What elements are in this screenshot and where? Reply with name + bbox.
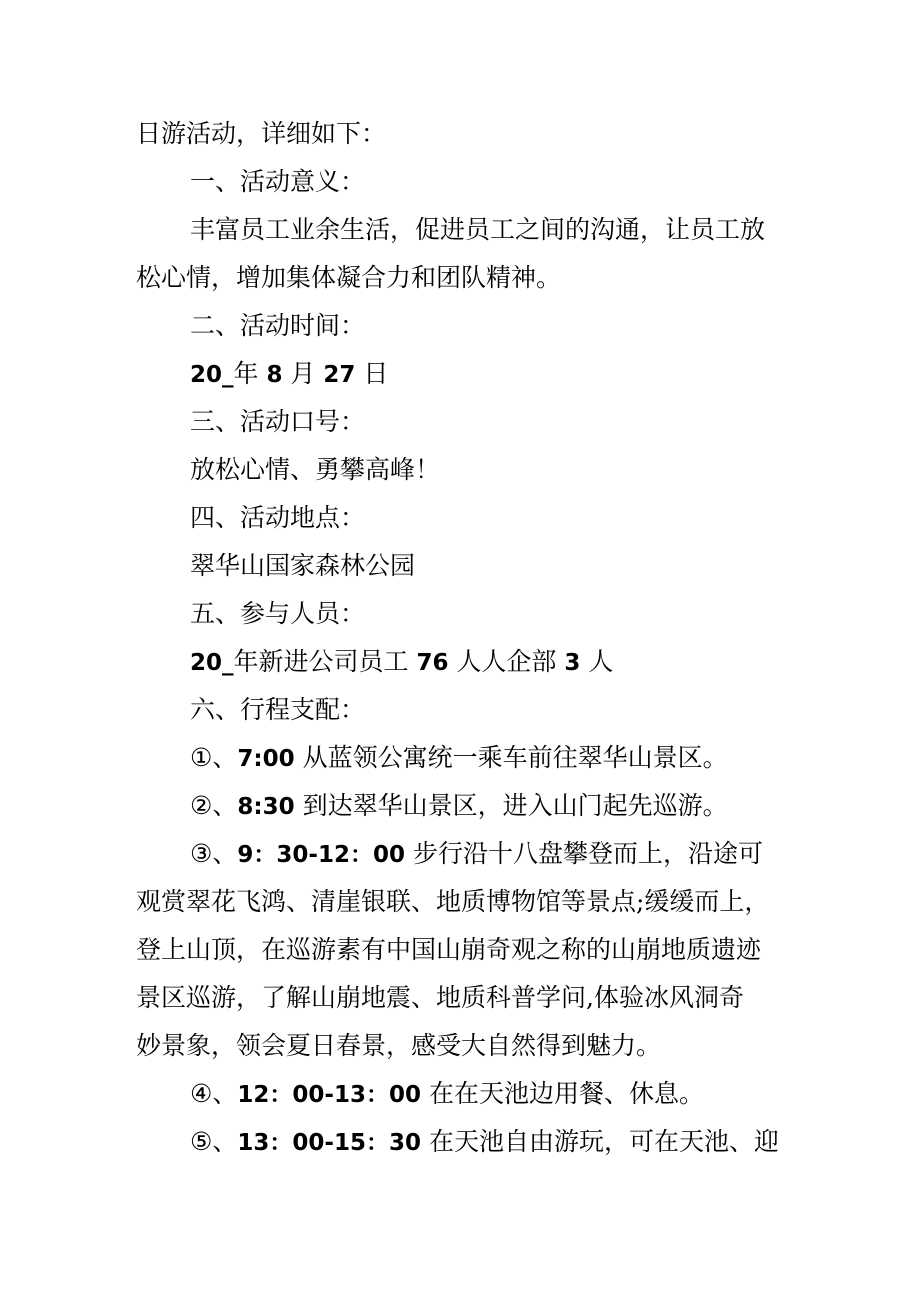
- line-text: 放松心情、勇攀高峰！: [190, 455, 441, 484]
- section-heading-significance: [136, 158, 796, 206]
- item-text: 从蓝领公寓统一乘车前往翠华山景区。: [294, 743, 728, 772]
- section-heading-location: [136, 494, 796, 542]
- text-line: [136, 110, 796, 158]
- line-text: 景区巡游，了解山崩地震、地质科普学问,体验冰风洞奇: [136, 983, 744, 1012]
- month-number: 8: [266, 362, 283, 388]
- section-heading-slogan: [136, 398, 796, 446]
- year-unit: 年: [233, 359, 267, 388]
- item-number: ①、: [190, 743, 238, 772]
- participants-text: 年新进公司员工: [233, 647, 417, 676]
- heading-text: 五、参与人员：: [190, 599, 366, 628]
- heading-text: 一、活动意义：: [190, 167, 366, 196]
- item-text: 到达翠华山景区，进入山门起先巡游。: [294, 791, 728, 820]
- section-heading-participants: [136, 590, 796, 638]
- line-text: 翠华山国家森林公园: [190, 551, 416, 580]
- line-text: 丰富员工业余生活，促进员工之间的沟通，让员工放: [190, 215, 766, 244]
- itinerary-item: [136, 1070, 796, 1118]
- itinerary-item: [136, 830, 796, 878]
- participants-text: 人人企部: [448, 647, 565, 676]
- year-prefix: 20_: [190, 650, 234, 676]
- department-count: 3: [564, 650, 581, 676]
- activity-slogan: [136, 446, 796, 494]
- heading-text: 三、活动口号：: [190, 407, 366, 436]
- participants-line: [136, 638, 796, 686]
- item-text: 步行沿十八盘攀登而上，沿途可: [405, 839, 763, 868]
- item-time: 8:30: [237, 794, 295, 820]
- item-time: 13：00-15：30: [237, 1130, 421, 1156]
- itinerary-item: [136, 734, 796, 782]
- paragraph-line: [136, 206, 796, 254]
- item-time: 12：00-13：00: [237, 1082, 421, 1108]
- heading-text: 二、活动时间：: [190, 311, 366, 340]
- document-body: [136, 110, 796, 1166]
- line-text: 妙景象，领会夏日春景，感受大自然得到魅力。: [136, 1031, 662, 1060]
- activity-location: [136, 542, 796, 590]
- item-time: 9：30-12：00: [237, 842, 405, 868]
- year-prefix: 20_: [190, 362, 234, 388]
- item-time: 7:00: [237, 746, 295, 772]
- item-number: ④、: [190, 1079, 238, 1108]
- item-text: 在天池自由游玩，可在天池、迎: [421, 1127, 779, 1156]
- heading-text: 六、行程支配：: [190, 695, 366, 724]
- paragraph-line: [136, 254, 796, 302]
- item-number: ⑤、: [190, 1127, 238, 1156]
- day-unit: 日: [355, 359, 389, 388]
- line-text: 登上山顶，在巡游素有中国山崩奇观之称的山崩地质遗迹: [136, 935, 762, 964]
- section-heading-time: [136, 302, 796, 350]
- employee-count: 76: [416, 650, 449, 676]
- heading-text: 四、活动地点：: [190, 503, 366, 532]
- month-unit: 月: [282, 359, 324, 388]
- paragraph-line: [136, 878, 796, 926]
- section-heading-itinerary: [136, 686, 796, 734]
- paragraph-line: [136, 926, 796, 974]
- line-text: 松心情，增加集体凝合力和团队精神。: [136, 263, 562, 292]
- paragraph-line: [136, 974, 796, 1022]
- day-number: 27: [323, 362, 356, 388]
- line-text: 观赏翠花飞鸿、清崖银联、地质博物馆等景点;缓缓而上，: [136, 887, 770, 916]
- item-number: ③、: [190, 839, 238, 868]
- activity-date: [136, 350, 796, 398]
- participants-unit: 人: [580, 647, 614, 676]
- itinerary-item: [136, 782, 796, 830]
- itinerary-item: [136, 1118, 796, 1166]
- paragraph-line: [136, 1022, 796, 1070]
- line-text: 日游活动，详细如下：: [136, 119, 387, 148]
- item-number: ②、: [190, 791, 238, 820]
- item-text: 在在天池边用餐、休息。: [421, 1079, 704, 1108]
